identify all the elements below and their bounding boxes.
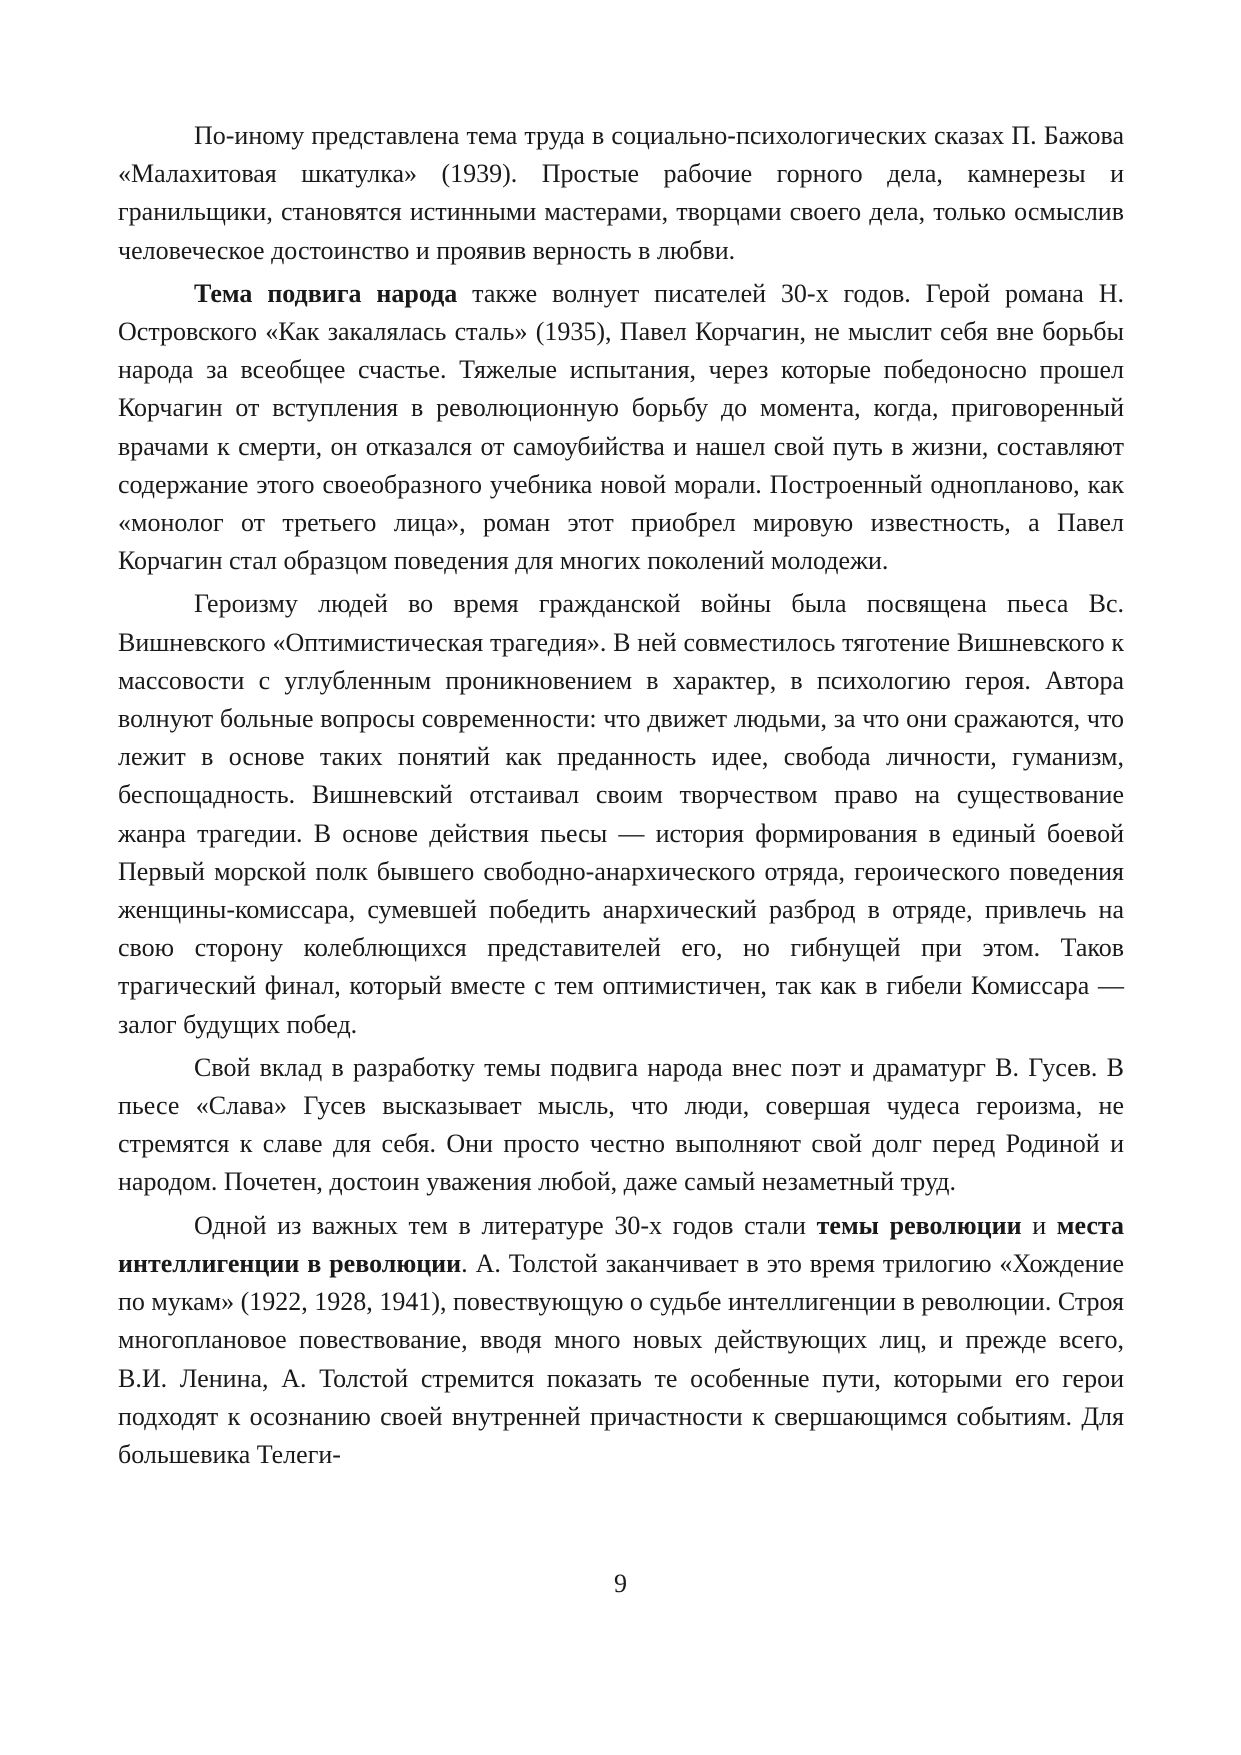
paragraph-text: также волнует писателей 30-х годов. Герой романа Н. Островского «Как закалялась сталь» (1935), Павел Корчагин, не мыслит себя вне борьбы народа за всеобщее счастье. Тяжелые испытания, через которые победоносно прошел Корчагин от вступления в революционную борьбу до момента, когда, приговоренный врачами к смерти, он отказался от самоубийства и нашел свой путь в жизни, составляют содержание этого своеобразного учебника новой морали. Построенный однопланово, как «монолог от третьего лица», роман этот приобрел мировую известность, а Павел Корчагин стал образцом поведения для многих поколений молодежи. xyxy=(118,278,1124,576)
bold-phrase: Тема подвига народа xyxy=(194,278,458,308)
paragraph-text: Свой вклад в разработку темы подвига народа внес поэт и драматург В. Гусев. В пьесе «Слава» Гусев высказывает мысль, что люди, совершая чудеса героизма, не стремятся к славе для себя. Они просто честно выполняют свой долг перед Родиной и народом. Почетен, достоин уважения любой, даже самый незаметный труд. xyxy=(118,1052,1124,1197)
page-number: 9 xyxy=(614,1569,627,1598)
paragraph-text: . А. Толстой заканчивает в это время трилогию «Хождение по мукам» (1922, 1928, 1941), повествующую о судьбе интеллигенции в революции. Строя многоплановое повествование, вводя много новых действующих лиц, и прежде всего, В.И. Ленина, А. Толстой стремится показать те особенные пути, которыми его герои подходят к осознанию своей внутренней причастности к свершающимся событиям. Для большевика Телеги- xyxy=(118,1248,1125,1469)
paragraph-tolstoy xyxy=(118,1207,1124,1474)
paragraph-text: Одной из важных тем в литературе 30-х годов стали xyxy=(194,1210,817,1240)
paragraph-ostrovsky xyxy=(118,275,1124,581)
body-text xyxy=(118,117,1124,1479)
bold-phrase: места интеллигенции в революции xyxy=(118,1210,1124,1278)
paragraph-gusev xyxy=(118,1049,1124,1202)
paragraph-vishnevsky xyxy=(118,585,1124,1043)
paragraph-text: и xyxy=(1021,1210,1057,1240)
paragraph-text: Героизму людей во время гражданской войны была посвящена пьеса Вс. Вишневского «Оптимистическая трагедия». В ней совместилось тяготение Вишневского к массовости с углубленным проникновением в характер, в психологию героя. Автора волнуют больные вопросы современности: что движет людьми, за что они сражаются, что лежит в основе таких понятий как преданность идее, свобода личности, гуманизм, беспощадность. Вишневский отстаивал своим творчеством право на существование жанра трагедии. В основе действия пьесы — история формирования в единый боевой Первый морской полк бывшего свободно-анархического отряда, героического поведения женщины-комиссара, сумевшей победить анархический разброд в отряде, привлечь на свою сторону колеблющихся представителей его, но гибнущей при этом. Таков трагический финал, который вместе с тем оптимистичен, так как в гибели Комиссара — залог будущих побед. xyxy=(118,589,1124,1039)
bold-phrase: темы революции xyxy=(816,1210,1022,1240)
paragraph-text: По-иному представлена тема труда в социально-психологических сказах П. Бажова «Малахитовая шкатулка» (1939). Простые рабочие горного дела, камнерезы и гранильщики, становятся истинными мастерами, творцами своего дела, только осмыслив человеческое достоинство и проявив верность в любви. xyxy=(118,121,1124,265)
paragraph-bazhov xyxy=(118,117,1124,270)
